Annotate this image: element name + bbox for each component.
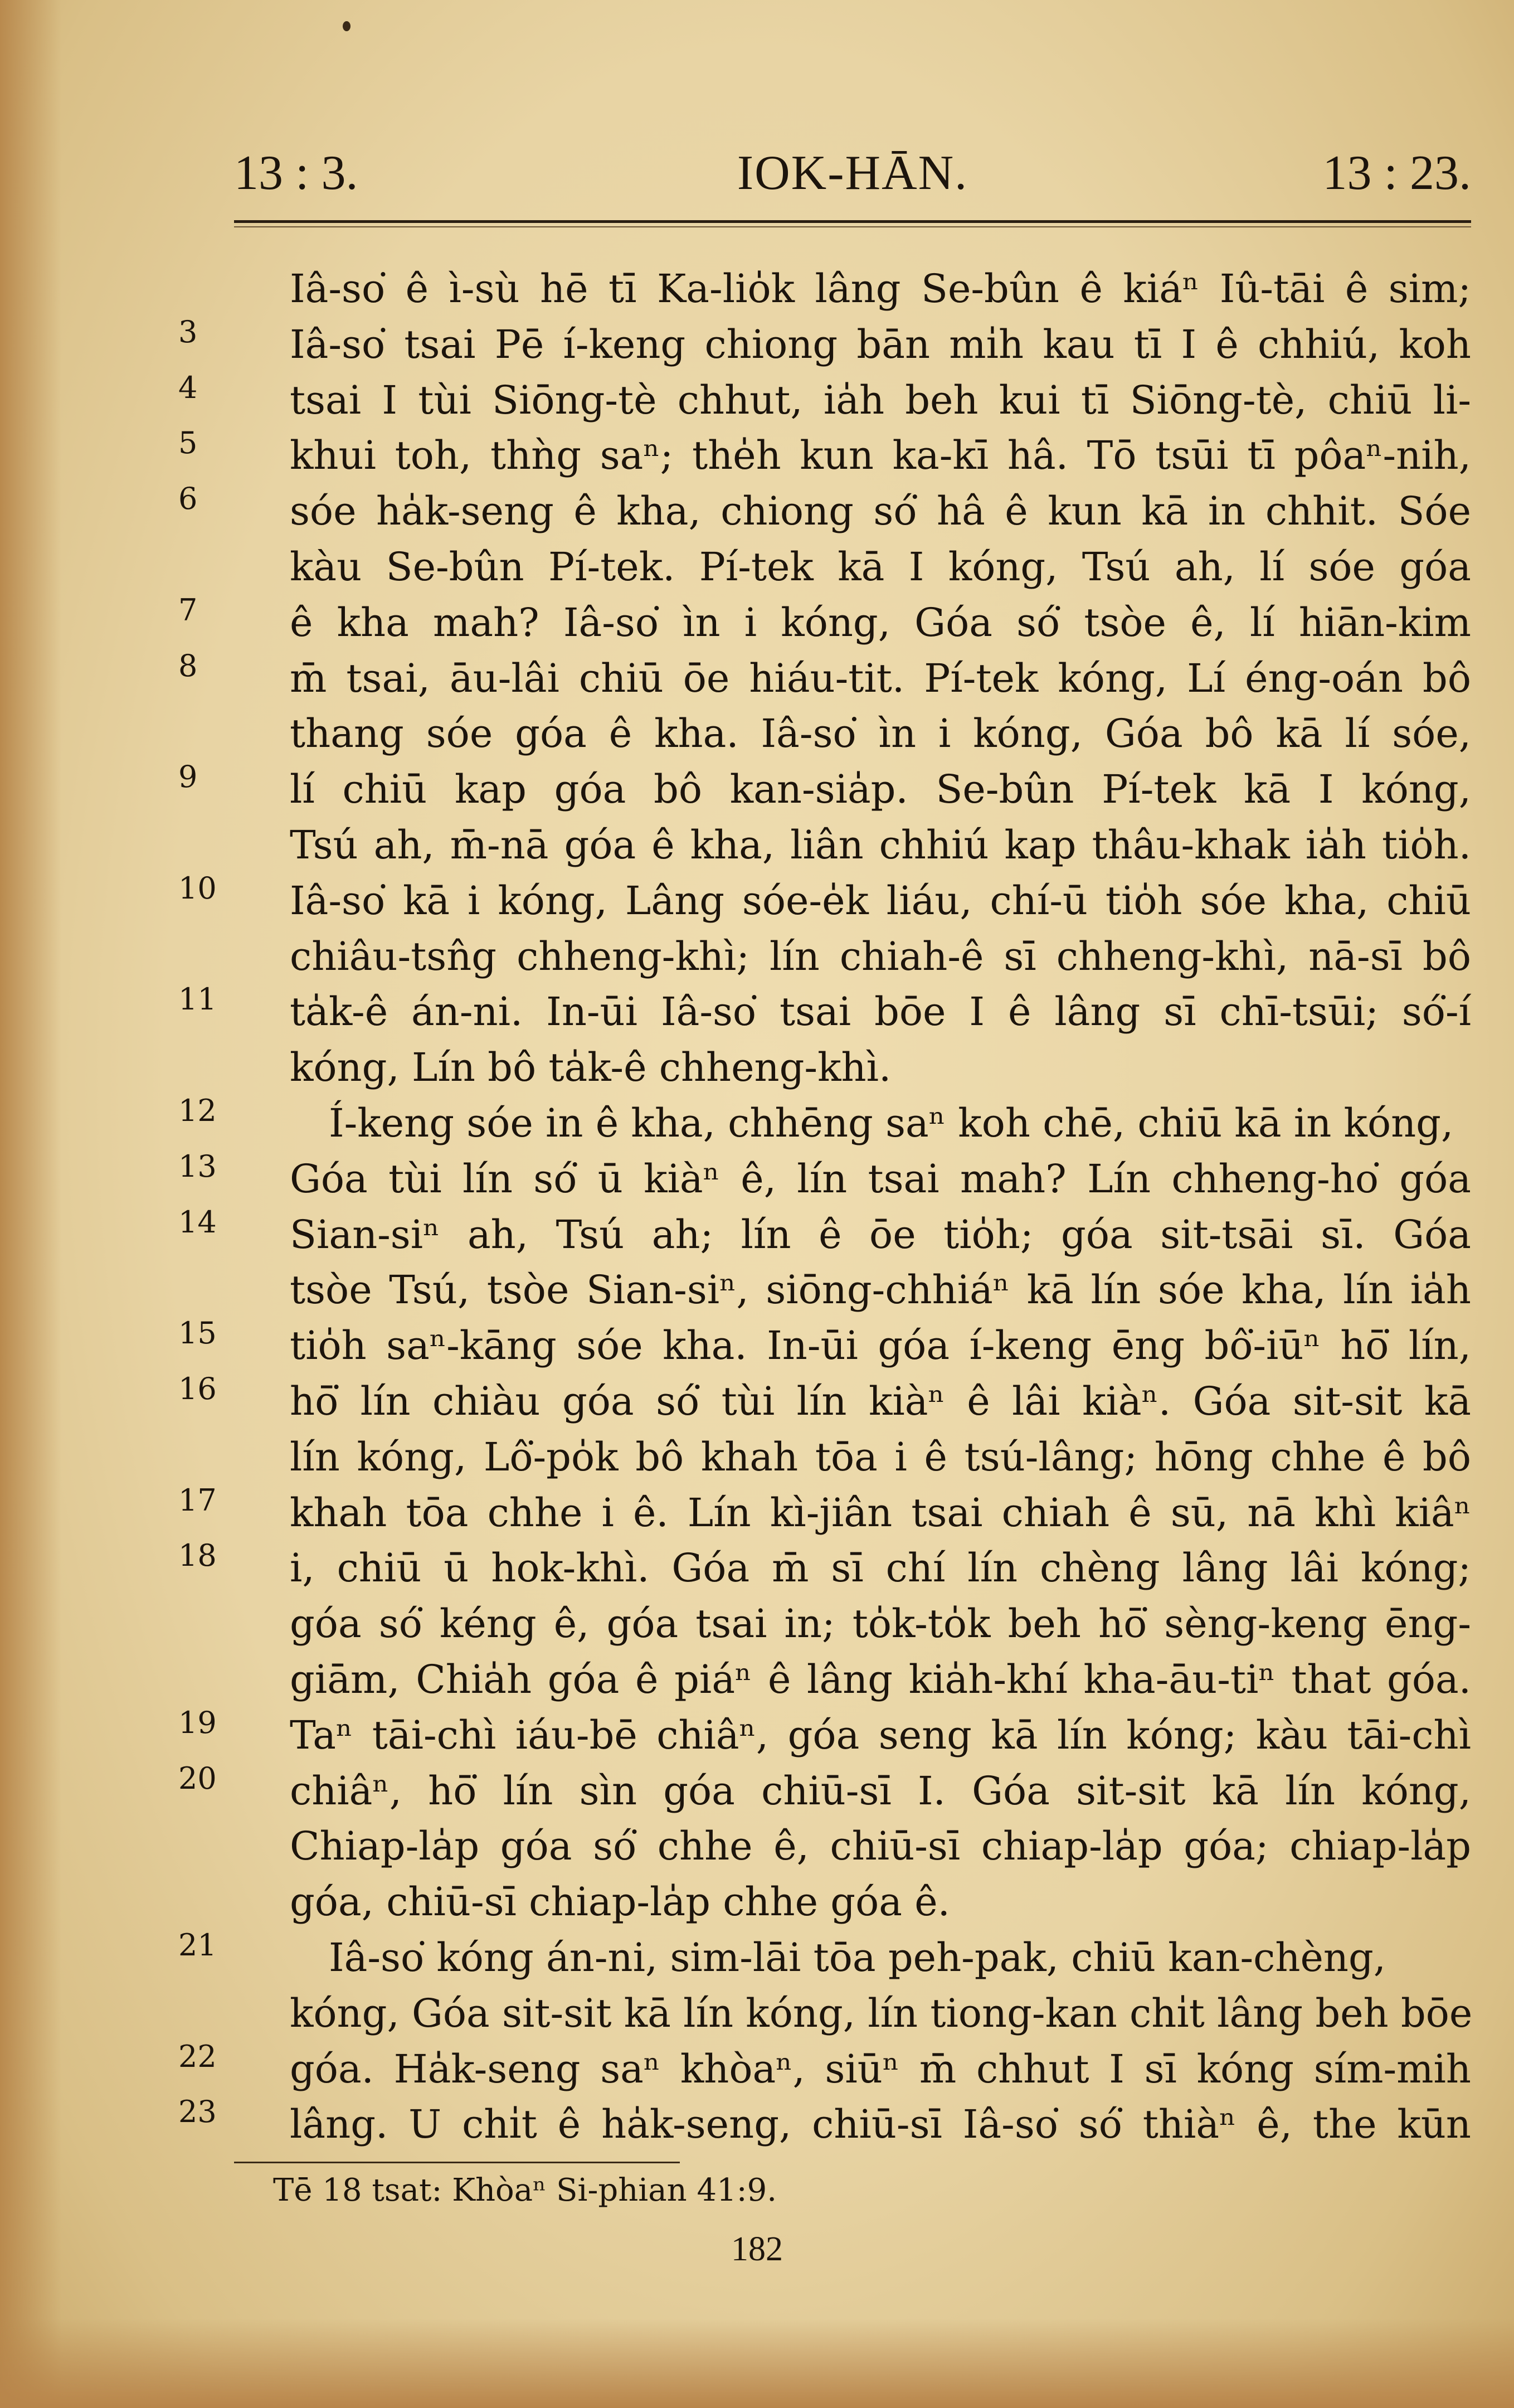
line-text: tsòe Tsú, tsòe Sian-siⁿ, siōng-chhiáⁿ kā lín sóe kha, lín ia̍h (290, 1267, 1471, 1313)
line-text: khah tōa chhe i ê. Lín kì-jiân tsai chiah ê sū, nā khì kiâⁿ (290, 1489, 1471, 1536)
verse-number: 16 (178, 1371, 217, 1406)
header-rule-thin (234, 226, 1471, 227)
footnote-rule (234, 2162, 680, 2163)
line-text: góa. Ha̍k-seng saⁿ khòaⁿ, siūⁿ m̄ chhut I sī kóng sím-mih (290, 2046, 1471, 2092)
line-text: Taⁿ tāi-chì iáu-bē chiâⁿ, góa seng kā lín kóng; kàu tāi-chì (290, 1712, 1471, 1758)
verse-number: 5 (178, 425, 198, 461)
verse-number: 10 (178, 870, 217, 906)
line-text: Chiap-la̍p góa só͘ chhe ê, chiū-sī chiap-la̍p góa; chiap-la̍p (290, 1823, 1471, 1870)
verse-number: 14 (178, 1204, 217, 1240)
text-line (234, 1430, 1471, 1486)
line-text: Í-keng sóe in ê kha, chhēng saⁿ koh chē, chiū kā in kóng, (329, 1100, 1454, 1146)
header-chapter-verse-start: 13 : 3. (234, 146, 358, 200)
header-book-title: IOK-HĀN. (737, 146, 968, 200)
text-line (178, 1093, 1471, 1152)
text-line (178, 982, 1471, 1041)
line-text: khui toh, thǹg saⁿ; the̍h kun ka-kī hâ. Tō tsūi tī pôaⁿ-nih, (290, 433, 1471, 479)
line-text: kóng, Góa sit-sit kā lín kóng, lín tiong-kan chi̍t lâng beh bōe (290, 1990, 1473, 2036)
text-line (234, 1597, 1471, 1653)
verse-number: 21 (178, 1927, 217, 1963)
text-line (178, 870, 1471, 930)
verse-number: 11 (178, 982, 217, 1017)
verse-number: 22 (178, 2038, 217, 2074)
verse-number: 8 (178, 648, 198, 683)
line-text: lí chiū kap góa bô kan-sia̍p. Se-bûn Pí-tek kā I kóng, (290, 766, 1471, 813)
line-text: Iâ-so͘ kóng án-ni, sim-lāi tōa peh-pak, chiū kan-chèng, (329, 1934, 1386, 1980)
text-line (178, 314, 1471, 373)
line-text: ê kha mah? Iâ-so͘ ìn i kóng, Góa só͘ tsòe ê, lí hiān-kim (290, 599, 1471, 645)
verse-number: 13 (178, 1148, 217, 1184)
line-text: chiâⁿ, hō͘ lín sìn góa chiū-sī I. Góa sit-sit kā lín kóng, (290, 1768, 1471, 1814)
text-line (178, 2038, 1471, 2098)
text-line (178, 1148, 1471, 1208)
verse-number: 7 (178, 592, 198, 628)
text-line (178, 1371, 1471, 1430)
text-line (178, 2094, 1471, 2153)
text-line (234, 262, 1471, 318)
text-line (234, 540, 1471, 596)
line-text: Sian-siⁿ ah, Tsú ah; lín ê ōe tio̍h; góa sit-tsāi sī. Góa (290, 1211, 1471, 1258)
verse-number: 15 (178, 1315, 217, 1351)
text-line (178, 425, 1471, 484)
line-text: tsai I tùi Siōng-tè chhut, ia̍h beh kui tī Siōng-tè, chiū li- (290, 377, 1471, 423)
page-edge-shadow-left (0, 0, 61, 2408)
line-text: góa, chiū-sī chiap-la̍p chhe góa ê. (290, 1879, 950, 1925)
page-number: 182 (731, 2230, 783, 2268)
text-line (234, 1875, 1471, 1931)
line-text: hō͘ lín chiàu góa só͘ tùi lín kiàⁿ ê lâi kiàⁿ. Góa sit-sit kā (290, 1378, 1471, 1424)
text-line (178, 759, 1471, 818)
header-rule (234, 220, 1471, 223)
line-text: Iâ-so͘ kā i kóng, Lâng sóe-e̍k liáu, chí-ū tio̍h sóe kha, chiū (290, 877, 1471, 924)
verse-number: 19 (178, 1705, 217, 1740)
text-line (178, 592, 1471, 652)
line-text: kóng, Lín bô ta̍k-ê chheng-khì. (290, 1045, 892, 1091)
text-line (234, 1263, 1471, 1319)
header-chapter-verse-end: 13 : 23. (1322, 146, 1471, 200)
text-line (178, 1538, 1471, 1597)
verse-number: 20 (178, 1760, 217, 1796)
line-text: giām, Chia̍h góa ê piáⁿ ê lâng kia̍h-khí kha-āu-tiⁿ that góa. (290, 1656, 1471, 1702)
line-text: sóe ha̍k-seng ê kha, chiong só͘ hâ ê kun kā in chhit. Sóe (290, 488, 1471, 535)
verse-number: 9 (178, 759, 198, 795)
line-text: i, chiū ū hok-khì. Góa m̄ sī chí lín chèng lâng lâi kóng; (290, 1545, 1471, 1591)
verse-number: 18 (178, 1538, 217, 1574)
footnote: Tē 18 tsat: Khòaⁿ Si-phian 41:9. (273, 2172, 777, 2208)
verse-number: 17 (178, 1482, 217, 1518)
scripture-text (178, 262, 1473, 2153)
text-line (178, 1705, 1471, 1764)
line-text: kàu Se-bûn Pí-tek. Pí-tek kā I kóng, Tsú ah, lí sóe góa (290, 543, 1471, 590)
text-line (178, 1760, 1471, 1820)
line-text: lín kóng, Lô͘-po̍k bô khah tōa i ê tsú-lâng; hōng chhe ê bô (290, 1434, 1471, 1480)
text-line (178, 481, 1471, 540)
text-line (178, 648, 1471, 707)
line-text: Iâ-so͘ tsai Pē í-keng chiong bān mi̍h kau tī I ê chhiú, koh (290, 321, 1471, 367)
line-text: lâng. U chi̍t ê ha̍k-seng, chiū-sī Iâ-so͘ só͘ thiàⁿ ê, the kūn (290, 2101, 1471, 2148)
verse-number: 4 (178, 370, 198, 405)
line-text: chiâu-tsn̂g chheng-khì; lín chiah-ê sī chheng-khì, nā-sī bô (290, 933, 1471, 979)
ink-speck (343, 21, 350, 31)
page-edge-shadow-bottom (0, 2319, 1514, 2408)
line-text: Iâ-so͘ ê ì-sù hē tī Ka-lio̍k lâng Se-bûn ê kiáⁿ Iû-tāi ê sim; (290, 266, 1471, 312)
text-line (234, 1653, 1471, 1708)
verse-number: 3 (178, 314, 198, 349)
line-text: góa só͘ kéng ê, góa tsai in; to̍k-to̍k beh hō͘ sèng-keng ēng- (290, 1601, 1471, 1647)
text-line (234, 930, 1471, 985)
line-text: m̄ tsai, āu-lâi chiū ōe hiáu-tit. Pí-tek kóng, Lí éng-oán bô (290, 655, 1471, 701)
text-line (178, 370, 1471, 429)
line-text: thang sóe góa ê kha. Iâ-so͘ ìn i kóng, Góa bô kā lí sóe, (290, 711, 1471, 757)
line-text: Tsú ah, m̄-nā góa ê kha, liân chhiú kap thâu-khak ia̍h tio̍h. (290, 822, 1471, 868)
text-line (178, 1204, 1471, 1264)
line-text: Góa tùi lín só͘ ū kiàⁿ ê, lín tsai mah? Lín chheng-ho͘ góa (290, 1156, 1471, 1202)
text-line (234, 1819, 1471, 1875)
verse-number: 6 (178, 481, 198, 517)
text-line (234, 818, 1471, 874)
text-line (234, 1987, 1471, 2042)
line-text: ta̍k-ê án-ni. In-ūi Iâ-so͘ tsai bōe I ê lâng sī chī-tsūi; só͘-í (290, 989, 1471, 1035)
text-line (178, 1482, 1471, 1542)
verse-number: 23 (178, 2094, 217, 2130)
verse-number: 12 (178, 1093, 217, 1128)
text-line (178, 1315, 1471, 1375)
text-line (234, 707, 1471, 763)
running-header (234, 139, 1471, 206)
text-line (178, 1927, 1471, 1987)
line-text: tio̍h saⁿ-kāng sóe kha. In-ūi góa í-keng ēng bô͘-iūⁿ hō͘ lín, (290, 1323, 1471, 1369)
text-line (234, 1041, 1471, 1096)
